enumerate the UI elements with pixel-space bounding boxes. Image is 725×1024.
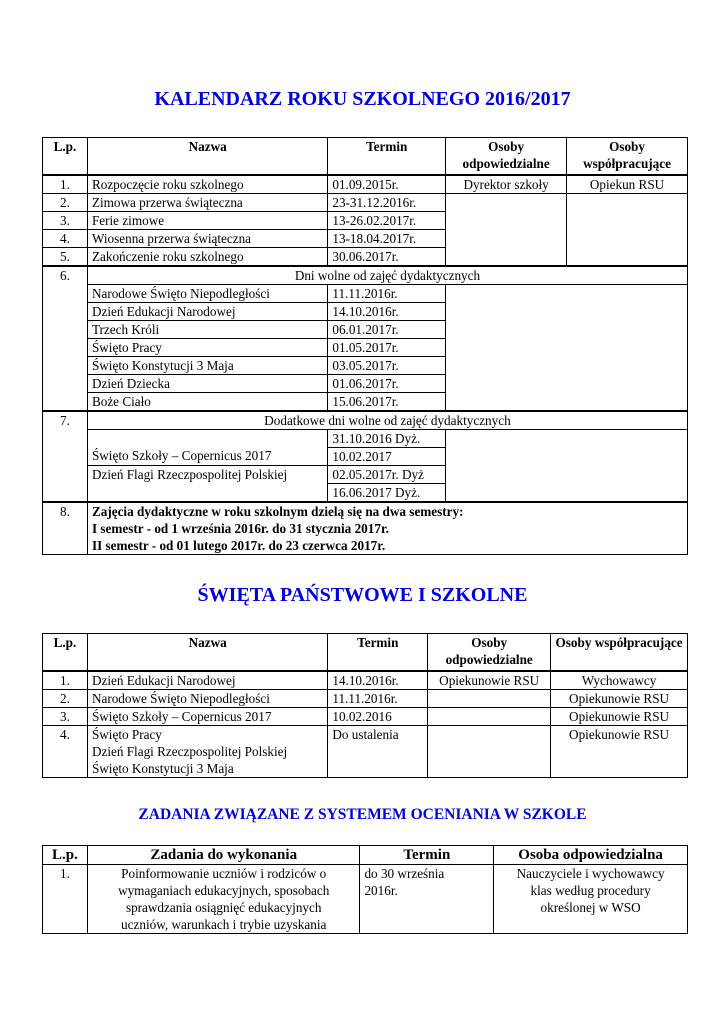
table-row bbox=[43, 689, 688, 707]
row-name: Trzech Króli bbox=[87, 320, 327, 338]
header-task: Zadania do wykonania bbox=[87, 846, 359, 865]
row-term: 30.06.2017r. bbox=[328, 247, 446, 266]
row-name bbox=[87, 429, 327, 447]
row-term bbox=[360, 865, 494, 934]
row-term: 10.02.2017 bbox=[328, 447, 446, 465]
row-name: Narodowe Święto Niepodległości bbox=[87, 284, 327, 302]
row-name: Święto Konstytucji 3 Maja bbox=[87, 356, 327, 374]
row-name: Święto Szkoły – Copernicus 2017 bbox=[87, 447, 327, 465]
term-line-2: 2016r. bbox=[364, 883, 398, 898]
grading-title: ZADANIA ZWIĄZANE Z SYSTEMEM OCENIANIA W SZKOLE bbox=[138, 806, 587, 823]
term-line-1: do 30 września bbox=[364, 866, 445, 881]
row-name: Święto Pracy bbox=[87, 338, 327, 356]
resp-line-3: określonej w WSO bbox=[540, 900, 641, 915]
header-lp: L.p. bbox=[43, 634, 88, 671]
row-name: Rozpoczęcie roku szkolnego bbox=[87, 175, 327, 194]
table-header-row bbox=[43, 846, 688, 865]
table-header-row bbox=[43, 138, 688, 175]
row-responsible: Opiekunowie RSU bbox=[428, 671, 551, 690]
table-row bbox=[43, 671, 688, 690]
row-lp: 2. bbox=[43, 689, 88, 707]
row-term: 23-31.12.2016r. bbox=[328, 193, 446, 211]
row-cooperating: Opiekunowie RSU bbox=[551, 725, 688, 777]
row-lp: 4. bbox=[43, 229, 88, 247]
row-term: 02.05.2017r. Dyż bbox=[328, 465, 446, 483]
row-cooperating: Wychowawcy bbox=[551, 671, 688, 690]
section-row bbox=[43, 266, 688, 285]
row-name: Dzień Dziecka bbox=[87, 374, 327, 392]
empty-cell bbox=[446, 193, 567, 266]
row-cooperating: Opiekunowie RSU bbox=[551, 707, 688, 725]
header-term: Termin bbox=[328, 634, 428, 671]
row-term: 01.05.2017r. bbox=[328, 338, 446, 356]
row-lp: 4. bbox=[43, 725, 88, 777]
table-row bbox=[43, 707, 688, 725]
row-term: 16.06.2017 Dyż. bbox=[328, 483, 446, 502]
header-term: Termin bbox=[360, 846, 494, 865]
empty-cell bbox=[567, 193, 688, 266]
name-line-3: Święto Konstytucji 3 Maja bbox=[91, 760, 234, 776]
row-lp: 2. bbox=[43, 193, 88, 211]
task-line-3: sprawdzania osiągnięć edukacyjnych bbox=[125, 900, 322, 915]
row-name: Dzień Edukacji Narodowej bbox=[87, 302, 327, 320]
semester-line-1: Zajęcia dydaktyczne w roku szkolnym dzielą się na dwa semestry: bbox=[91, 503, 464, 519]
header-responsible: Osoby odpowiedzialne bbox=[428, 634, 551, 671]
row-term: 31.10.2016 Dyż. bbox=[328, 429, 446, 447]
row-responsible: Dyrektor szkoły bbox=[446, 175, 567, 194]
section-title: Dni wolne od zajęć dydaktycznych bbox=[87, 266, 687, 285]
table-row bbox=[43, 725, 688, 777]
header-cooperating: Osoby współpracujące bbox=[551, 634, 688, 671]
row-term: 14.10.2016r. bbox=[328, 671, 428, 690]
row-name: Boże Ciało bbox=[87, 392, 327, 411]
header-name: Nazwa bbox=[87, 138, 327, 175]
header-term: Termin bbox=[328, 138, 446, 175]
row-lp: 3. bbox=[43, 211, 88, 229]
row-cooperating: Opiekun RSU bbox=[567, 175, 688, 194]
semester-line-3: II semestr - od 01 lutego 2017r. do 23 czerwca 2017r. bbox=[91, 537, 386, 553]
table-row bbox=[43, 175, 688, 194]
row-name bbox=[87, 483, 327, 502]
header-responsible: Osoby odpowiedzialne bbox=[446, 138, 567, 175]
grading-tasks-table bbox=[42, 845, 688, 934]
row-responsible bbox=[428, 725, 551, 777]
name-line-2: Dzień Flagi Rzeczpospolitej Polskiej bbox=[91, 743, 288, 759]
row-name: Święto Szkoły – Copernicus 2017 bbox=[87, 707, 327, 725]
row-lp: 1. bbox=[43, 671, 88, 690]
section-lp: 7. bbox=[43, 411, 88, 502]
table-row bbox=[43, 429, 688, 447]
holidays-title: ŚWIĘTA PAŃSTWOWE I SZKOLNE bbox=[197, 584, 528, 606]
task-line-2: wymaganiach edukacyjnych, sposobach bbox=[118, 883, 330, 898]
section-title: Dodatkowe dni wolne od zajęć dydaktycznych bbox=[87, 411, 687, 430]
header-responsible: Osoba odpowiedzialna bbox=[494, 846, 688, 865]
row-term: 01.09.2015r. bbox=[328, 175, 446, 194]
row-lp: 5. bbox=[43, 247, 88, 266]
row-cooperating: Opiekunowie RSU bbox=[551, 689, 688, 707]
table-row bbox=[43, 284, 688, 302]
row-responsible bbox=[494, 865, 688, 934]
row-term: 11.11.2016r. bbox=[328, 689, 428, 707]
semester-info bbox=[87, 502, 687, 555]
row-name bbox=[87, 725, 327, 777]
row-term: 15.06.2017r. bbox=[328, 392, 446, 411]
row-term: 06.01.2017r. bbox=[328, 320, 446, 338]
row-term: 03.05.2017r. bbox=[328, 356, 446, 374]
row-name: Zakończenie roku szkolnego bbox=[87, 247, 327, 266]
row-term: 10.02.2016 bbox=[328, 707, 428, 725]
empty-cell bbox=[446, 284, 688, 411]
row-term: Do ustalenia bbox=[328, 725, 428, 777]
name-line-1: Święto Pracy bbox=[91, 726, 162, 742]
section-lp: 6. bbox=[43, 266, 88, 411]
row-term: 14.10.2016r. bbox=[328, 302, 446, 320]
table-row bbox=[43, 865, 688, 934]
empty-cell bbox=[446, 429, 688, 502]
row-name: Narodowe Święto Niepodległości bbox=[87, 689, 327, 707]
resp-line-1: Nauczyciele i wychowawcy bbox=[516, 866, 665, 881]
row-name: Zimowa przerwa świąteczna bbox=[87, 193, 327, 211]
task-line-4: uczniów, warunkach i trybie uzyskania bbox=[121, 917, 327, 932]
row-term: 13-26.02.2017r. bbox=[328, 211, 446, 229]
calendar-title: KALENDARZ ROKU SZKOLNEGO 2016/2017 bbox=[154, 88, 571, 110]
header-name: Nazwa bbox=[87, 634, 327, 671]
school-calendar-table bbox=[42, 137, 688, 555]
row-name: Dzień Edukacji Narodowej bbox=[87, 671, 327, 690]
row-task bbox=[87, 865, 359, 934]
header-lp: L.p. bbox=[43, 846, 88, 865]
holidays-table bbox=[42, 633, 688, 778]
section-row bbox=[43, 411, 688, 430]
task-line-1: Poinformowanie uczniów i rodziców o bbox=[121, 866, 327, 881]
row-term: 13-18.04.2017r. bbox=[328, 229, 446, 247]
semester-line-2: I semestr - od 1 września 2016r. do 31 stycznia 2017r. bbox=[91, 520, 389, 536]
row-term: 11.11.2016r. bbox=[328, 284, 446, 302]
section-lp: 8. bbox=[43, 502, 88, 555]
row-lp: 1. bbox=[43, 175, 88, 194]
section-row bbox=[43, 502, 688, 555]
table-row bbox=[43, 193, 688, 211]
row-name: Ferie zimowe bbox=[87, 211, 327, 229]
resp-line-2: klas według procedury bbox=[530, 883, 651, 898]
row-lp: 3. bbox=[43, 707, 88, 725]
row-responsible bbox=[428, 707, 551, 725]
header-lp: L.p. bbox=[43, 138, 88, 175]
row-lp: 1. bbox=[43, 865, 88, 934]
row-name: Dzień Flagi Rzeczpospolitej Polskiej bbox=[87, 465, 327, 483]
table-header-row bbox=[43, 634, 688, 671]
header-cooperating: Osoby współpracujące bbox=[567, 138, 688, 175]
row-responsible bbox=[428, 689, 551, 707]
row-name: Wiosenna przerwa świąteczna bbox=[87, 229, 327, 247]
row-term: 01.06.2017r. bbox=[328, 374, 446, 392]
